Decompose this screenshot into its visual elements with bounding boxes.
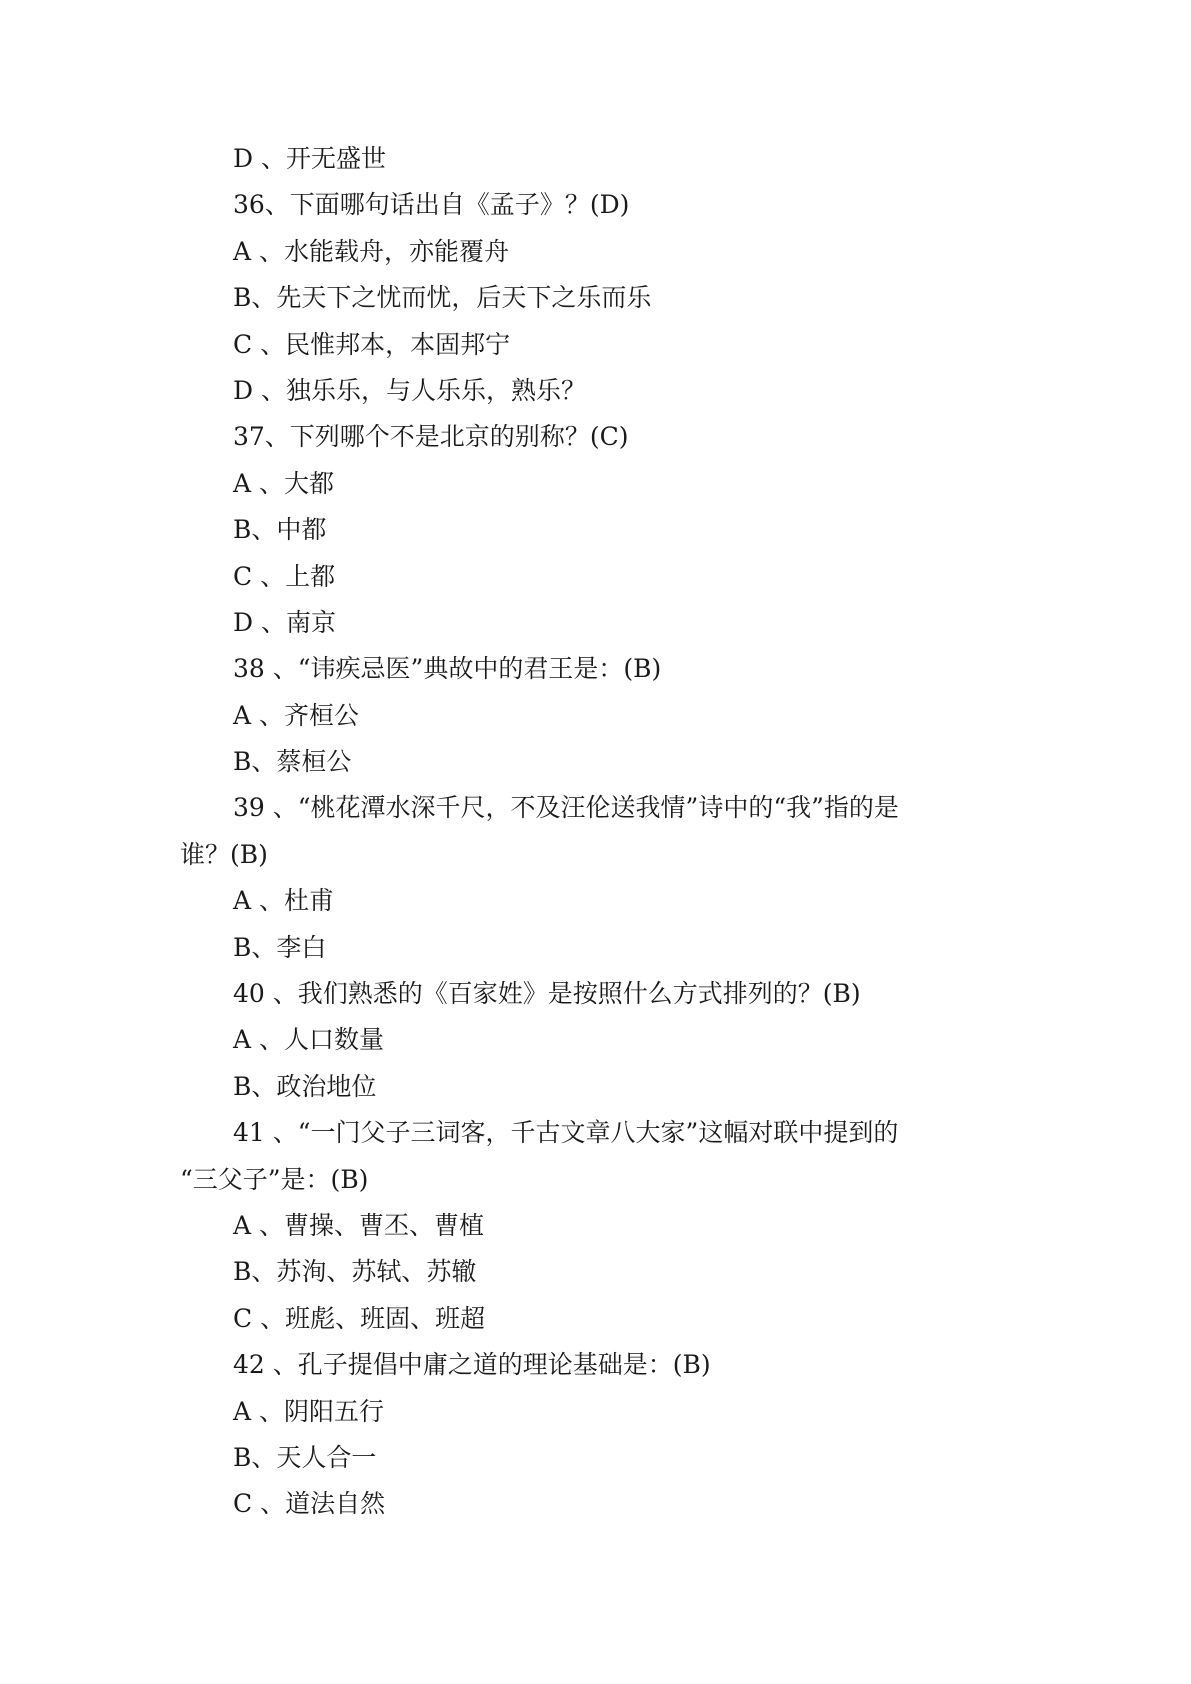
text-line: 40 、我们熟悉的《百家姓》是按照什么方式排列的？(B): [233, 979, 861, 1009]
text-line: D 、南京: [233, 607, 336, 637]
text-line: C 、上都: [233, 561, 336, 591]
text-line: B、蔡桓公: [233, 747, 352, 777]
text-line: B、政治地位: [233, 1071, 377, 1101]
text-line: A 、齐桓公: [233, 700, 360, 730]
text-line: A 、人口数量: [233, 1025, 385, 1055]
text-line: B、先天下之忧而忧，后天下之乐而乐: [233, 283, 652, 313]
text-line: A 、水能载舟，亦能覆舟: [233, 236, 510, 266]
text-line: B、天人合一: [233, 1442, 377, 1472]
text-line: C 、道法自然: [233, 1489, 386, 1519]
document-body: [0, 136, 1191, 1528]
text-line: B、苏洵、苏轼、苏辙: [233, 1257, 477, 1287]
text-line: 41 、“一门父子三词客，千古文章八大家”这幅对联中提到的: [233, 1118, 899, 1148]
text-line: 39 、“桃花潭水深千尺，不及汪伦送我情”诗中的“我”指的是: [233, 793, 899, 823]
text-line: A 、大都: [233, 468, 335, 498]
text-line: C 、民惟邦本，本固邦宁: [233, 329, 511, 359]
text-line: A 、杜甫: [233, 886, 335, 916]
text-line: “三父子”是：(B): [180, 1164, 369, 1194]
text-line: 36、下面哪句话出自《孟子》？(D): [233, 190, 630, 220]
text-line: 谁？(B): [180, 839, 268, 869]
text-line: B、中都: [233, 515, 327, 545]
text-line: D 、开无盛世: [233, 144, 386, 173]
text-line: B、李白: [233, 932, 327, 962]
text-line: A 、曹操、曹丕、曹植: [233, 1210, 485, 1240]
text-line: 38 、“讳疾忌医”典故中的君王是：(B): [233, 654, 662, 684]
text-line: 37、下列哪个不是北京的别称？(C): [233, 422, 629, 452]
text-line: C 、班彪、班固、班超: [233, 1303, 486, 1333]
text-line: D 、独乐乐，与人乐乐，熟乐？: [233, 375, 586, 405]
text-line: A 、阴阳五行: [233, 1396, 385, 1426]
text-line: 42 、孔子提倡中庸之道的理论基础是：(B): [233, 1350, 711, 1380]
